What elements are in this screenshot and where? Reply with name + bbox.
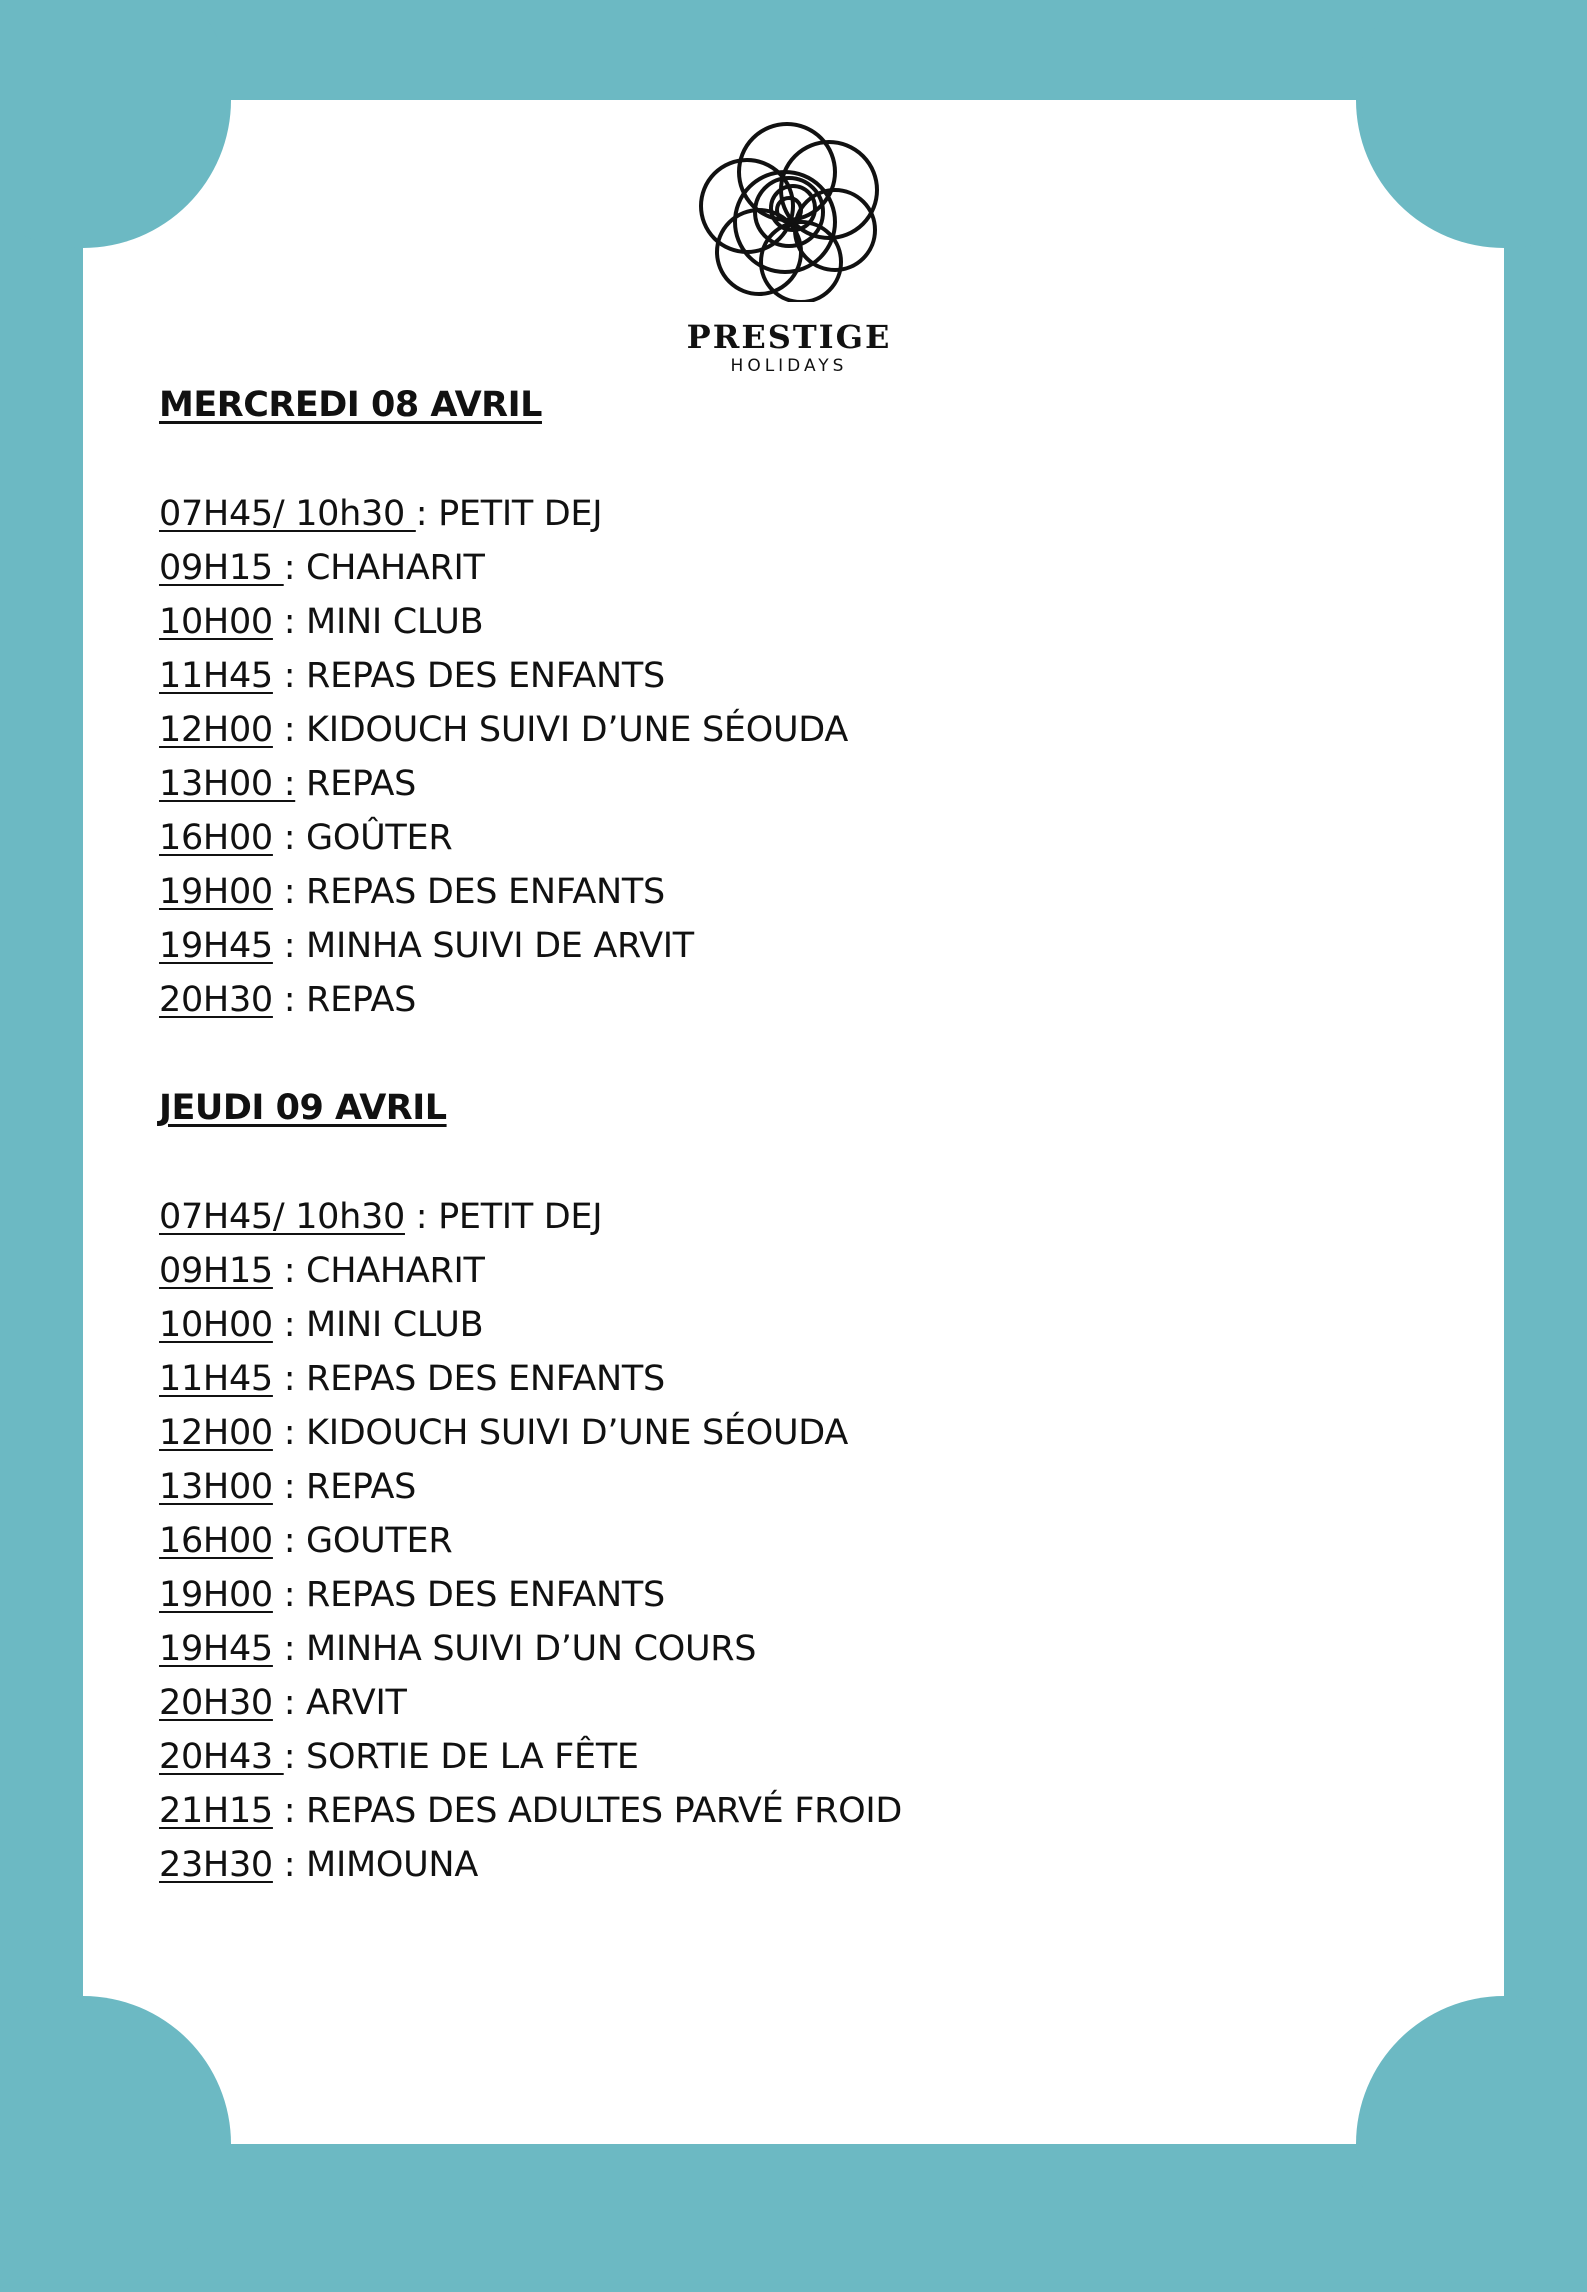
schedule-item [159,1244,902,1298]
item-activity: : CHAHARIT [272,1251,485,1291]
item-time: 16H00 [159,1521,273,1561]
rose-logo-icon [689,112,889,302]
item-time: 10H00 [159,602,273,642]
item-activity: : REPAS DES ENFANTS [272,872,665,912]
item-activity: : MIMOUNA [272,1845,478,1885]
schedule-item [159,1352,902,1406]
item-time: 09H15 [159,1251,273,1291]
item-time: 20H30 [159,1683,273,1723]
item-activity: REPAS [295,764,417,804]
brand-name: PRESTIGE [686,318,892,356]
schedule-item [159,487,848,541]
schedule-item [159,1190,902,1244]
item-time: 19H45 [159,1629,273,1669]
item-activity: : MINI CLUB [272,602,484,642]
item-activity: : REPAS DES ENFANTS [272,1359,665,1399]
schedule-item [159,1298,902,1352]
item-time: 19H00 [159,1575,273,1615]
schedule-item [159,703,848,757]
schedule-item [159,1514,902,1568]
item-time: 13H00 [159,1467,273,1507]
schedule-item [159,1568,902,1622]
schedule-item [159,595,848,649]
item-activity: : KIDOUCH SUIVI D’UNE SÉOUDA [272,710,848,750]
item-activity: : MINHA SUIVI DE ARVIT [272,926,694,966]
item-time: 20H30 [159,980,273,1020]
schedule-item [159,811,848,865]
item-activity: : REPAS DES ADULTES PARVÉ FROID [272,1791,903,1831]
day-section-wednesday [159,378,848,1027]
schedule-item [159,541,848,595]
item-time: 10H00 [159,1305,273,1345]
item-time: 13H00 : [159,764,296,804]
schedule-item [159,1622,902,1676]
schedule-item [159,973,848,1027]
item-activity: : PETIT DEJ [415,494,603,534]
schedule-item [159,919,848,973]
schedule-item [159,649,848,703]
item-activity: : CHAHARIT [283,548,485,588]
item-activity: : MINHA SUIVI D’UN COURS [272,1629,757,1669]
item-activity: : REPAS DES ENFANTS [272,656,665,696]
schedule-item [159,1838,902,1892]
item-time: 11H45 [159,656,273,696]
schedule-item [159,1460,902,1514]
item-time: 20H43 [159,1737,284,1777]
item-activity: : PETIT DEJ [404,1197,603,1237]
item-time: 16H00 [159,818,273,858]
item-activity: : ARVIT [272,1683,407,1723]
schedule-item [159,1676,902,1730]
item-time: 12H00 [159,710,273,750]
day-section-thursday [159,1081,902,1892]
item-time: 11H45 [159,1359,273,1399]
item-activity: : MINI CLUB [272,1305,484,1345]
item-activity: : KIDOUCH SUIVI D’UNE SÉOUDA [272,1413,848,1453]
item-time: 23H30 [159,1845,273,1885]
item-time: 19H00 [159,872,273,912]
item-time: 12H00 [159,1413,273,1453]
schedule-item [159,1730,902,1784]
item-activity: : GOUTER [272,1521,453,1561]
day-heading: JEUDI 09 AVRIL [159,1088,447,1128]
item-activity: : REPAS [272,980,417,1020]
item-activity: : REPAS [272,1467,417,1507]
brand-subtitle: HOLIDAYS [730,356,848,376]
schedule-item [159,757,848,811]
item-activity: : REPAS DES ENFANTS [272,1575,665,1615]
item-activity: : GOÛTER [272,818,453,858]
item-time: 19H45 [159,926,273,966]
item-time: 07H45/ 10h30 [159,494,416,534]
schedule-item [159,865,848,919]
item-time: 21H15 [159,1791,273,1831]
schedule-item [159,1784,902,1838]
item-time: 07H45/ 10h30 [159,1197,405,1237]
schedule-item [159,1406,902,1460]
day-heading: MERCREDI 08 AVRIL [159,385,542,425]
item-time: 09H15 [159,548,284,588]
item-activity: : SORTIE DE LA FÊTE [283,1737,639,1777]
